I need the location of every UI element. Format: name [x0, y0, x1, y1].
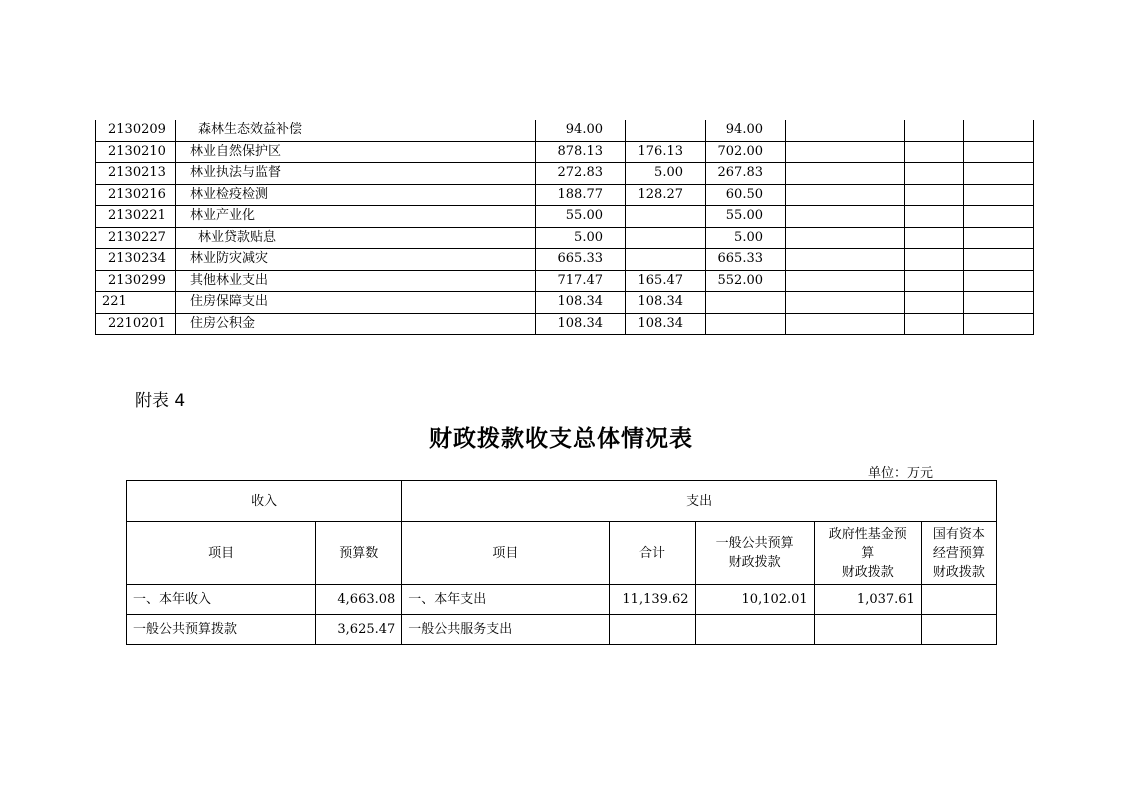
table-row	[96, 313, 1034, 335]
row-empty	[905, 270, 964, 292]
row-project	[706, 313, 786, 335]
page-title: 财政拨款收支总体情况表	[429, 425, 693, 452]
summary-row	[127, 585, 997, 615]
table-row	[96, 249, 1034, 271]
row-basic	[626, 249, 706, 271]
income-amount: 3,625.47	[316, 615, 402, 645]
expense-item: 一般公共服务支出	[402, 615, 609, 645]
row-empty	[964, 313, 1034, 335]
col-fund-line1: 政府性基金预	[828, 526, 907, 542]
row-code: 2130227	[96, 227, 176, 249]
col-general-line1: 一般公共预算	[715, 536, 794, 551]
expense-header: 支出	[402, 481, 997, 522]
row-empty	[905, 184, 964, 206]
row-total: 94.00	[536, 120, 626, 141]
row-empty	[786, 120, 905, 141]
expense-fund	[814, 615, 921, 645]
col-state-line1: 国有资本	[932, 526, 985, 542]
row-code: 2130234	[96, 249, 176, 271]
row-code: 2210201	[96, 313, 176, 335]
row-project	[706, 292, 786, 314]
row-empty	[905, 141, 964, 163]
summary-row	[127, 615, 997, 645]
expense-item: 一、本年支出	[402, 585, 609, 615]
expense-fund: 1,037.61	[814, 585, 921, 615]
col-item-income: 项目	[127, 522, 316, 585]
row-basic	[626, 206, 706, 228]
income-amount: 4,663.08	[316, 585, 402, 615]
expense-state	[921, 585, 996, 615]
row-total: 55.00	[536, 206, 626, 228]
row-empty	[786, 141, 905, 163]
row-name: 林业执法与监督	[176, 163, 536, 185]
row-name: 森林生态效益补偿	[176, 120, 536, 141]
col-item-expense: 项目	[402, 522, 609, 585]
row-total: 272.83	[536, 163, 626, 185]
row-empty	[905, 249, 964, 271]
summary-table	[126, 480, 997, 645]
row-total: 188.77	[536, 184, 626, 206]
table-row	[96, 270, 1034, 292]
row-empty	[964, 120, 1034, 141]
row-name: 其他林业支出	[176, 270, 536, 292]
col-general	[695, 522, 814, 585]
row-project: 267.83	[706, 163, 786, 185]
col-state-line3: 财政拨款	[932, 564, 985, 580]
table-row	[96, 120, 1034, 141]
row-basic: 108.34	[626, 313, 706, 335]
row-empty	[786, 227, 905, 249]
unit-label: 单位：万元	[868, 466, 934, 481]
row-empty	[964, 227, 1034, 249]
row-empty	[786, 163, 905, 185]
row-basic: 176.13	[626, 141, 706, 163]
row-empty	[786, 206, 905, 228]
expenditure-detail-table	[95, 120, 1034, 335]
income-item: 一般公共预算拨款	[127, 615, 316, 645]
row-basic: 165.47	[626, 270, 706, 292]
row-empty	[905, 313, 964, 335]
row-project: 55.00	[706, 206, 786, 228]
table-row	[96, 184, 1034, 206]
row-total: 878.13	[536, 141, 626, 163]
row-empty	[964, 206, 1034, 228]
row-empty	[964, 292, 1034, 314]
row-basic	[626, 227, 706, 249]
table-row	[96, 206, 1034, 228]
col-general-line2: 财政拨款	[728, 555, 781, 570]
row-total: 665.33	[536, 249, 626, 271]
row-code: 2130209	[96, 120, 176, 141]
row-basic	[626, 120, 706, 141]
row-code: 2130299	[96, 270, 176, 292]
row-total: 108.34	[536, 313, 626, 335]
row-name: 林业自然保护区	[176, 141, 536, 163]
row-basic: 108.34	[626, 292, 706, 314]
expense-general: 10,102.01	[695, 585, 814, 615]
row-empty	[964, 184, 1034, 206]
row-empty	[786, 292, 905, 314]
row-project: 702.00	[706, 141, 786, 163]
row-project: 60.50	[706, 184, 786, 206]
row-empty	[786, 270, 905, 292]
row-project: 552.00	[706, 270, 786, 292]
row-empty	[905, 292, 964, 314]
row-empty	[905, 163, 964, 185]
income-item: 一、本年收入	[127, 585, 316, 615]
col-budget: 预算数	[316, 522, 402, 585]
expense-general	[695, 615, 814, 645]
row-empty	[964, 163, 1034, 185]
row-name: 林业检疫检测	[176, 184, 536, 206]
row-code: 221	[96, 292, 176, 314]
col-state-line2: 经营预算	[932, 545, 985, 561]
row-empty	[786, 313, 905, 335]
col-fund-line2: 算	[861, 545, 875, 561]
row-name: 林业产业化	[176, 206, 536, 228]
row-empty	[964, 270, 1034, 292]
expense-total: 11,139.62	[609, 585, 695, 615]
row-empty	[905, 120, 964, 141]
row-empty	[905, 227, 964, 249]
row-total: 5.00	[536, 227, 626, 249]
row-empty	[964, 141, 1034, 163]
col-state	[921, 522, 996, 585]
row-name: 住房保障支出	[176, 292, 536, 314]
row-code: 2130216	[96, 184, 176, 206]
row-project: 5.00	[706, 227, 786, 249]
expense-state	[921, 615, 996, 645]
row-project: 94.00	[706, 120, 786, 141]
row-basic: 5.00	[626, 163, 706, 185]
row-basic: 128.27	[626, 184, 706, 206]
row-code: 2130210	[96, 141, 176, 163]
row-project: 665.33	[706, 249, 786, 271]
row-code: 2130213	[96, 163, 176, 185]
row-total: 108.34	[536, 292, 626, 314]
col-fund	[814, 522, 921, 585]
row-code: 2130221	[96, 206, 176, 228]
table-row	[96, 163, 1034, 185]
row-name: 林业防灾减灾	[176, 249, 536, 271]
row-empty	[786, 249, 905, 271]
income-header: 收入	[127, 481, 402, 522]
row-empty	[786, 184, 905, 206]
row-empty	[964, 249, 1034, 271]
table-row	[96, 292, 1034, 314]
table-row	[96, 227, 1034, 249]
row-name: 住房公积金	[176, 313, 536, 335]
row-name: 林业贷款贴息	[176, 227, 536, 249]
table-row	[96, 141, 1034, 163]
row-total: 717.47	[536, 270, 626, 292]
expense-total	[609, 615, 695, 645]
col-total: 合计	[609, 522, 695, 585]
attachment-label: 附表 4	[135, 391, 186, 411]
col-fund-line3: 财政拨款	[841, 564, 894, 580]
row-empty	[905, 206, 964, 228]
